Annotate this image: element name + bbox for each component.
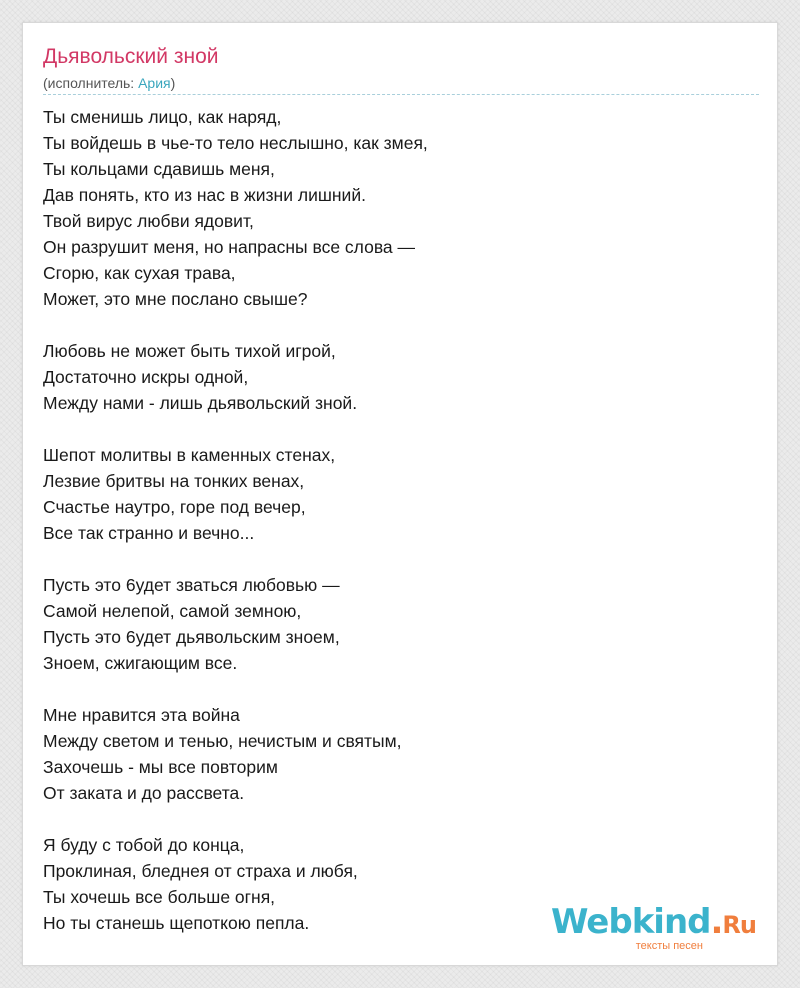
lyric-line: Пусть это 6удет зваться любовью — bbox=[43, 575, 340, 595]
lyric-line: Ты кольцами сдавишь меня, bbox=[43, 159, 275, 179]
artist-prefix: (исполнитель: bbox=[43, 75, 139, 91]
lyric-line: Пусть это 6удет дьявольским зноем, bbox=[43, 627, 340, 647]
artist-line bbox=[43, 74, 175, 92]
lyric-line: Между нами - лишь дьявольский зной. bbox=[43, 393, 358, 413]
lyric-line: Любовь не может быть тихой игрой, bbox=[43, 341, 336, 361]
stanza bbox=[43, 702, 759, 806]
stanza bbox=[43, 572, 759, 676]
logo-tld: Ru bbox=[722, 911, 756, 939]
lyric-line: Зноем, сжигающим все. bbox=[43, 653, 238, 673]
stanza bbox=[43, 338, 759, 416]
lyric-line: От заката и до рассвета. bbox=[43, 783, 245, 803]
lyrics-card bbox=[22, 22, 778, 966]
lyric-line: Между светом и тенью, нечистым и святым, bbox=[43, 731, 402, 751]
lyrics-text bbox=[43, 104, 759, 962]
lyric-line: Захочешь - мы все повторим bbox=[43, 757, 278, 777]
lyric-line: Лезвие бритвы на тонких венах, bbox=[43, 471, 305, 491]
lyric-line: Твой вирус любви ядовит, bbox=[43, 211, 254, 231]
lyric-line: Может, это мне послано свыше? bbox=[43, 289, 308, 309]
lyric-line: Я буду с тобой до конца, bbox=[43, 835, 245, 855]
logo-name: Webkind bbox=[551, 902, 711, 942]
lyric-line: Самой нелепой, самой земною, bbox=[43, 601, 302, 621]
lyric-line: Проклиная, бледнея от страха и любя, bbox=[43, 861, 358, 881]
artist-suffix: ) bbox=[170, 75, 176, 91]
song-title: Дьявольский зной bbox=[43, 45, 219, 68]
lyric-line: Он разрушит меня, но напрасны все слова — bbox=[43, 237, 416, 257]
lyric-line: Ты войдешь в чье-то тело неслышно, как змея, bbox=[43, 133, 428, 153]
divider bbox=[43, 94, 759, 95]
lyric-line: Но ты станешь щепоткою пепла. bbox=[43, 913, 310, 933]
lyric-line: Достаточно искры одной, bbox=[43, 367, 249, 387]
stanza bbox=[43, 442, 759, 546]
artist-link[interactable]: Ария bbox=[138, 75, 171, 91]
lyric-line: Шепот молитвы в каменных стенах, bbox=[43, 445, 336, 465]
lyric-line: Сгорю, как сухая трава, bbox=[43, 263, 236, 283]
lyric-line: Ты сменишь лицо, как наряд, bbox=[43, 107, 282, 127]
lyric-line: Ты хочешь все больше огня, bbox=[43, 887, 276, 907]
logo-tagline: тексты песен bbox=[635, 940, 703, 952]
lyric-line: Мне нравится эта война bbox=[43, 705, 240, 725]
lyric-line: Дав понять, кто из нас в жизни лишний. bbox=[43, 185, 366, 205]
lyric-line: Все так странно и вечно... bbox=[43, 523, 255, 543]
logo-dot: . bbox=[710, 902, 723, 942]
site-logo[interactable] bbox=[551, 902, 756, 957]
lyric-line: Счастье наутро, горе под вечер, bbox=[43, 497, 306, 517]
stanza bbox=[43, 104, 759, 312]
logo-wordmark bbox=[551, 902, 756, 944]
